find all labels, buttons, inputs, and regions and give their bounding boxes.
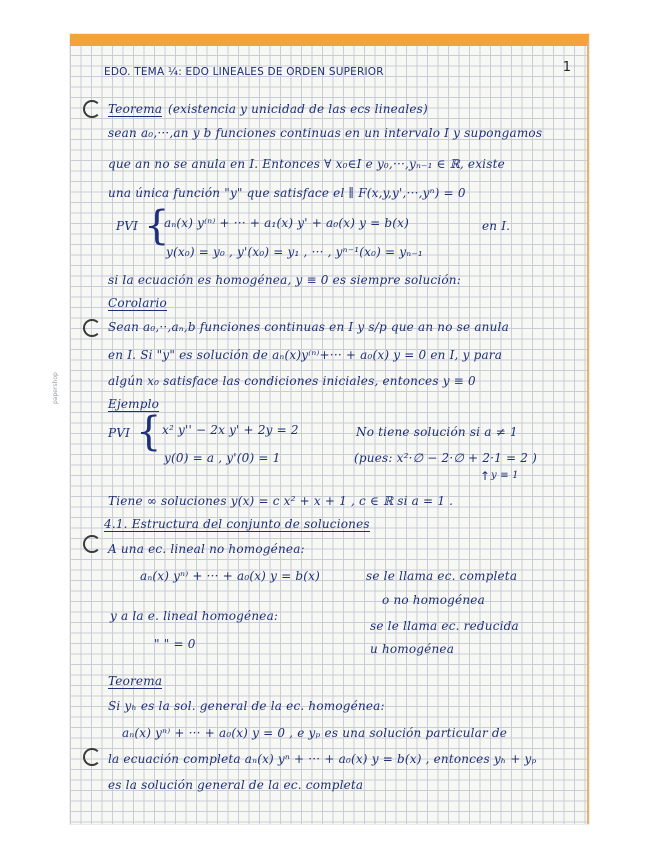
text-line: aₙ(x) yⁿ⁾ + ··· + a₀(x) y = 0 , e yₚ es una solución particular de bbox=[122, 726, 508, 740]
pvi-label: PVI bbox=[108, 426, 131, 440]
binder-hole-icon bbox=[83, 535, 101, 553]
binder-hole-icon bbox=[83, 748, 101, 766]
equation: aₙ(x) y⁽ⁿ⁾ + ··· + a₁(x) y' + a₀(x) y = b(x) bbox=[164, 216, 409, 230]
corollary-heading: Corolario bbox=[108, 296, 167, 310]
text-line: u homogénea bbox=[370, 642, 455, 656]
binder-hole-icon bbox=[83, 100, 101, 118]
theorem-heading: Teorema bbox=[108, 102, 163, 116]
text-line: Sean a₀,··,aₙ,b funciones continuas en I y s/p que an no se anula bbox=[108, 320, 509, 334]
text-line: Si yₕ es la sol. general de la ec. homogénea: bbox=[108, 699, 385, 713]
pvi-label: PVI bbox=[116, 219, 139, 233]
equation: " " = 0 bbox=[154, 637, 196, 651]
binder-hole-icon bbox=[83, 319, 101, 337]
example-note: No tiene solución si a ≠ 1 bbox=[356, 425, 518, 439]
text-line: sean a₀,···,an y b funciones continuas en un intervalo I y supongamos bbox=[108, 126, 543, 140]
initial-conditions: y(x₀) = y₀ , y'(x₀) = y₁ , ··· , yⁿ⁻¹(x₀) = yₙ₋₁ bbox=[166, 245, 423, 259]
text-line: la ecuación completa aₙ(x) yⁿ + ··· + a₀(x) y = b(x) , entonces yₕ + yₚ bbox=[108, 752, 537, 766]
notebook-page bbox=[70, 34, 589, 824]
text-line: en I. Si "y" es solución de aₙ(x)y⁽ⁿ⁾+··· + a₀(x) y = 0 en I, y para bbox=[108, 348, 503, 362]
brace-icon: { bbox=[144, 203, 170, 249]
text-line: y a la e. lineal homogénea: bbox=[110, 609, 279, 623]
text-line: se le llama ec. completa bbox=[366, 569, 518, 583]
text-line: es la solución general de la ec. completa bbox=[108, 778, 364, 792]
page-title: EDO. TEMA ¼: EDO LINEALES DE ORDEN SUPERIOR bbox=[104, 66, 384, 78]
page-number: 1 bbox=[562, 60, 571, 75]
text-line: algún x₀ satisface las condiciones iniciales, entonces y ≡ 0 bbox=[108, 374, 476, 388]
initial-conditions: y(0) = a , y'(0) = 1 bbox=[164, 451, 281, 465]
text-line: una única función "y" que satisface el ∥ F(x,y,y',···,yⁿ) = 0 bbox=[108, 186, 466, 200]
text-line: o no homogénea bbox=[382, 593, 485, 607]
brace-icon: { bbox=[136, 409, 162, 455]
theorem-subtitle: (existencia y unicidad de las ecs lineales) bbox=[168, 102, 428, 116]
theorem-heading: Teorema bbox=[108, 674, 163, 688]
text-line: se le llama ec. reducida bbox=[370, 619, 519, 633]
text-line: Tiene ∞ soluciones y(x) = c x² + x + 1 , c ∈ ℝ si a = 1 . bbox=[108, 494, 454, 508]
equation: x² y'' − 2x y' + 2y = 2 bbox=[162, 423, 299, 437]
watermark: papershop bbox=[52, 372, 59, 404]
equation: aₙ(x) yⁿ⁾ + ··· + a₀(x) y = b(x) bbox=[140, 569, 320, 583]
text-line: si la ecuación es homogénea, y ≡ 0 es siempre solución: bbox=[108, 273, 461, 287]
example-note: (pues: x²·∅ − 2·∅ + 2·1 = 2 ) bbox=[354, 451, 538, 465]
text-line: que an no se anula en I. Entonces ∀ x₀∈I e y₀,···,yₙ₋₁ ∈ ℝ, existe bbox=[108, 157, 505, 171]
example-note: y ≡ 1 bbox=[491, 470, 519, 481]
text-line: A una ec. lineal no homogénea: bbox=[108, 542, 305, 556]
section-heading: 4.1. Estructura del conjunto de soluciones bbox=[104, 517, 370, 531]
arrow-up-icon: ↑ bbox=[480, 469, 491, 483]
example-heading: Ejemplo bbox=[108, 397, 160, 411]
equation-domain: en I. bbox=[482, 219, 511, 233]
